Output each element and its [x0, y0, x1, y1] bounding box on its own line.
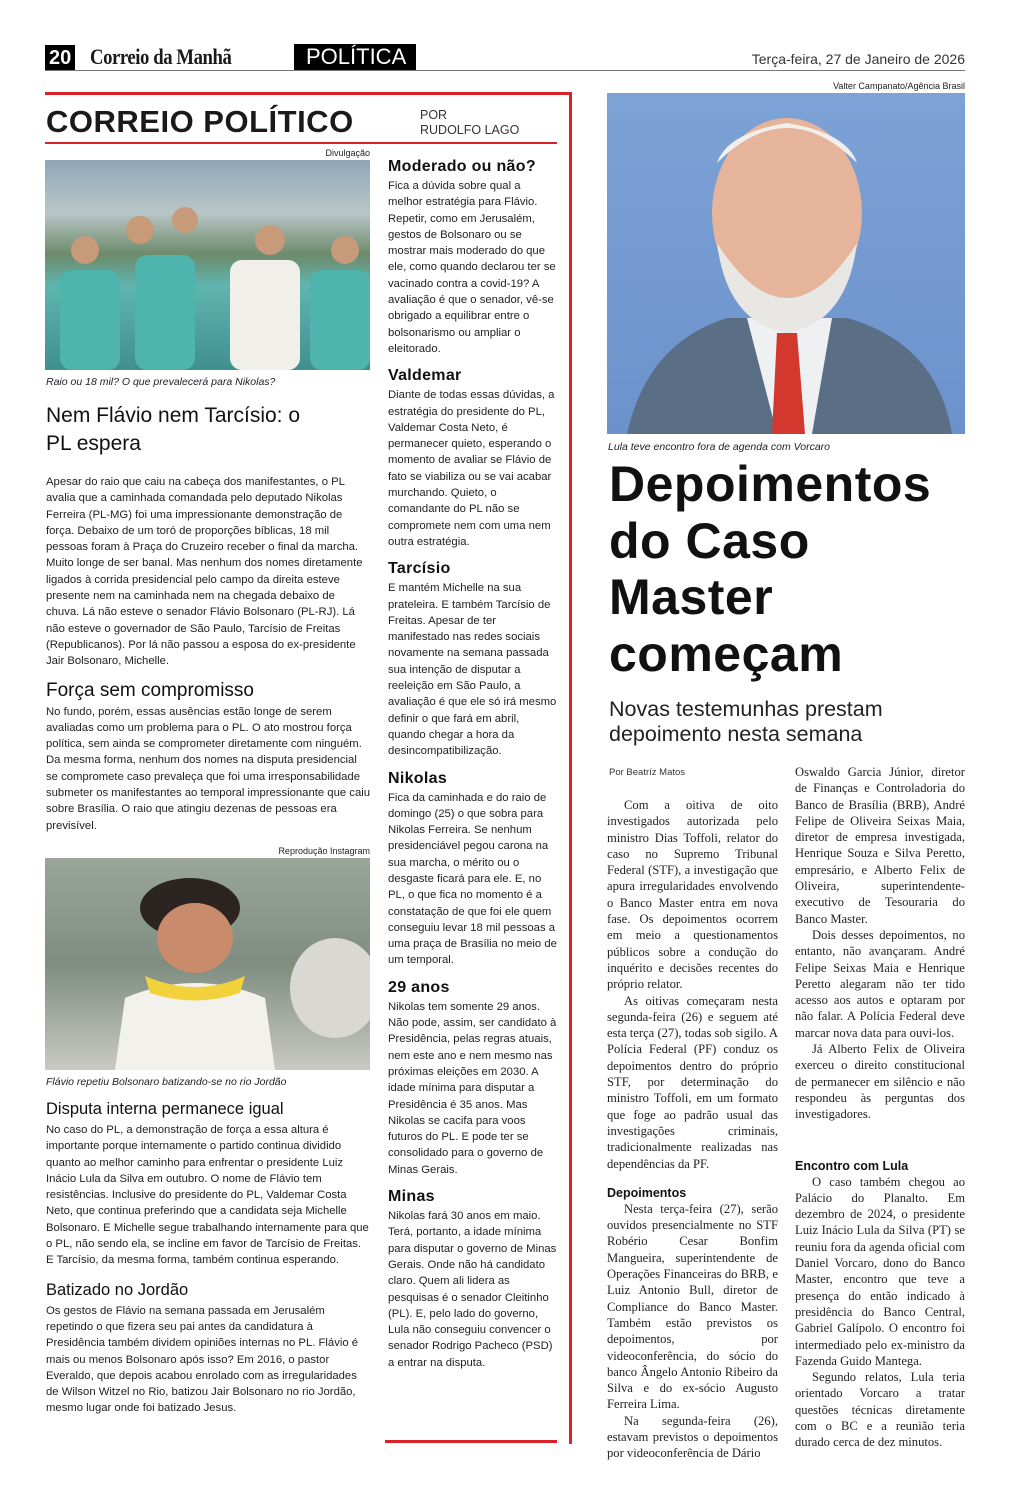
note-title: Nikolas: [388, 769, 448, 787]
paragraph: Segundo relatos, Lula teria orientado Vorcaro a tratar questões técnicas diretamente com o BC e a reunião teria durado cerca de dez minutos.: [795, 1370, 965, 1450]
lula-portrait-photo: [607, 93, 965, 434]
note-body: Nikolas tem somente 29 anos. Não pode, assim, ser candidato à Presidência, pelas regras atuais, nem este ano e nem mesmo nas próximas eleições em 2030. A idade mínima para disputar a Presidência é 35 anos. Mas Nikolas se cacifa para voos futuros do PL. E pode ter se consolidado para o governo de Minas Gerais.: [388, 1000, 557, 1176]
note-item: [388, 1187, 558, 1371]
note-item: [388, 366, 558, 550]
title-underline: [45, 142, 557, 144]
paragraph: Dois desses depoimentos, no entanto, não avançaram. André Felipe Seixas Maia e Henrique Peretto alegaram não ter tido acesso aos autos e optaram por não falar. A Polícia Federal deve marcar nova data para ouvi-los.: [795, 927, 965, 1040]
column-border-top: [45, 92, 572, 95]
paragraph: Com a oitiva de oito investigados autorizada pelo ministro Dias Toffoli, relator do caso no Supremo Tribunal Federal (STF), a investigação que apura irregularidades envolvendo o Banco Master entra em nova fase. Os depoimentos ocorrem em meio a questionamentos públicos sobre a condução do inquérito e decisões recentes do próprio relator.: [607, 798, 778, 992]
photo-caption: Raio ou 18 mil? O que prevalecerá para Nikolas?: [46, 376, 276, 388]
subhead: Força sem compromisso: [46, 679, 254, 701]
header-divider: [45, 70, 965, 71]
paragraph: Já Alberto Felix de Oliveira exerceu o direito constitucional de permanecer em silêncio e não respondeu às perguntas dos investigadores.: [795, 1042, 965, 1122]
lead-headline: Nem Flávio nem Tarcísio: o PL espera: [46, 404, 301, 455]
article-subhead: Encontro com Lula: [795, 1158, 909, 1173]
column-title: CORREIO POLÍTICO: [46, 104, 354, 139]
photo-caption: Flávio repetiu Bolsonaro batizando-se no rio Jordão: [46, 1076, 287, 1088]
lead-body: Apesar do raio que caiu na cabeça dos manifestantes, o PL avalia que a caminhada comandada pelo deputado Nikolas Ferreira (PL-MG) foi uma impressionante demonstração de força. Debaixo de um toró de proporções bíblicas, 18 mil pessoas foram à Praça do Cruzeiro receber o final da marcha. Muito longe de ser banal. Mas nenhum dos nomes diretamente ligados à corrida presidencial pelo campo da direita esteve presente nem na caminhada nem na chegada debaixo de chuva. Lá não esteve o senador Flávio Bolsonaro (PL-RJ). Lá não esteve o governador de São Paulo, Tarcísio de Freitas (Republicanos). Por lá não passou a esposa do ex-presidente Jair Bolsonaro, Michelle.: [46, 476, 363, 668]
author-name: RUDOLFO LAGO: [420, 123, 520, 137]
article-column-2: [795, 764, 965, 1451]
note-body: Diante de todas essas dúvidas, a estratégia do presidente do PL, Valdemar Costa Neto, é permanecer quieto, esperando o momento de avaliar se Flávio de fato se viabiliza ou se vai acabar murchando. Quieto, o comandante do PL não se compromete nem com uma nem outra estratégia.: [388, 389, 555, 548]
photo-credit: Reprodução Instagram: [278, 846, 370, 856]
note-title: Valdemar: [388, 367, 462, 385]
column-border-bottom: [385, 1440, 557, 1443]
note-title: Moderado ou não?: [388, 158, 536, 175]
photo-caption: Lula teve encontro fora de agenda com Vorcaro: [608, 441, 831, 453]
note-item: [388, 769, 558, 969]
column-main-text: [46, 402, 371, 834]
article-column-1: [607, 797, 778, 1462]
masthead: Correio da Manhã: [90, 44, 232, 69]
column-author: [420, 108, 519, 138]
baptism-photo: [45, 858, 370, 1070]
subhead: Batizado no Jordão: [46, 1280, 189, 1299]
column-secondary-text: [46, 1088, 371, 1417]
protest-march-photo: [45, 160, 370, 370]
photo-credit: Divulgação: [325, 148, 370, 158]
note-title: Tarcísio: [388, 560, 451, 578]
note-item: [388, 559, 558, 759]
paragraph: Oswaldo Garcia Júnior, diretor de Finanças e Controladoria do Banco de Brasília (BRB), André Felipe de Oliveira Seixas Maia, diretor de empresa investigada, Henrique Souza e Silva Peretto, empresário, e Alberto Felix de Oliveira, superintendente-executivo de Tesouraria do Banco Master.: [795, 765, 965, 926]
column-notes: [388, 148, 558, 1371]
portrait-illustration: [607, 93, 965, 434]
article-headline: Depoimentos do Caso Master começam: [609, 456, 932, 682]
article-byline: Por Beatríz Matos: [609, 767, 686, 778]
author-prefix: POR: [420, 108, 448, 122]
note-title: Minas: [388, 1188, 435, 1206]
section-body: No fundo, porém, essas ausências estão longe de serem avaliadas como um problema para o PL. O ato mostrou força política, sem ainda se comprometer diretamente com ninguém. Da mesma forma, nenhum dos nomes na disputa presidencial se compromete caso prevaleça que foi uma irresponsabilidade submeter os manifestantes ao temporal impressionante que caiu sobre Brasília. O raio que atingiu dezenas de pessoas era previsível.: [46, 705, 371, 832]
note-item: [388, 157, 558, 357]
subhead: Disputa interna permanece igual: [46, 1100, 284, 1118]
section-body: Os gestos de Flávio na semana passada em Jerusalém repetindo o que fizera seu pai antes da candidatura à Presidência também dividem opiniões internas no PL. Flávio é mais ou menos Bolsonaro após isso? Em 2016, o pastor Everaldo, que depois acabou enrolado com as irregularidades de Wilson Witzel no Rio, batizou Jair Bolsonaro no rio Jordão, mesmo lugar onde foi batizado Jesus.: [46, 1304, 359, 1415]
section-body: No caso do PL, a demonstração de força a essa altura é importante porque internamente o partido continua dividido quanto ao melhor caminho para enfrentar o presidente Luiz Inácio Lula da Silva em outubro. O nome de Flávio tem resistências. Inclusive do presidente do PL, Valdemar Costa Neto, que continua preferindo que a candidata seja Michelle Bolsonaro. E Michelle segue trabalhando internamente para que o PL, não sendo ela, se incline em favor de Tarcísio de Freitas. E Tarcísio, da mesma forma, também continua esperando.: [46, 1124, 369, 1267]
paragraph: Nesta terça-feira (27), serão ouvidos presencialmente no STF Robério Cesar Bonfim Mangueira, superintendente de Operações Financeiras do BRB, e Luiz Antonio Bull, diretor de Compliance do Banco Master. Também estão previstos os depoimentos, por videoconferência, do sócio do banco Ângelo Antonio Ribeiro da Silva e do ex-sócio Augusto Ferreira Lima.: [607, 1201, 778, 1412]
note-body: E mantém Michelle na sua prateleira. E também Tarcísio de Freitas. Apesar de ter manifestado nas redes sociais novamente na semana passada sua intenção de disputar a reeleição em São Paulo, a avaliação é que ele só irá mesmo definir o que fará em abril, quando chegar a hora da desincompatibilização.: [388, 582, 557, 758]
article-subhead: Depoimentos: [607, 1185, 687, 1200]
note-item: [388, 978, 558, 1178]
paragraph: Na segunda-feira (26), estavam previstos o depoimentos por videoconferência de Dário: [607, 1413, 778, 1461]
edition-date: Terça-feira, 27 de Janeiro de 2026: [751, 51, 965, 67]
column-border-right: [569, 92, 572, 1444]
paragraph: As oitivas começaram nesta segunda-feira (26) e seguem até esta terça (27), todas sob sigilo. A Polícia Federal (PF) conduz os depoimentos dentro do próprio STF, por determinação do ministro Toffoli, em um formato que foge ao padrão usual das investigações criminais, tradicionalmente realizadas nas dependências da PF.: [607, 993, 778, 1171]
note-body: Nikolas fará 30 anos em maio. Terá, portanto, a idade mínima para disputar o governo de Minas Gerais. Onde não há candidato claro. Quem ali lidera as pesquisas é o senador Cleitinho (PL). E, pelo lado do governo, Lula não conseguiu convencer o senador Rodrigo Pacheco (PSD) a entrar na disputa.: [388, 1210, 557, 1369]
note-body: Fica da caminhada e do raio de domingo (25) o que sobra para Nikolas Ferreira. Se nenhum presidenciável pegou carona na sua marcha, o mérito ou o desgaste ficará para ele. E, no PL, o que fica no momento é a constatação de que foi ele quem conseguiu levar 18 mil pessoas a uma praça de Brasília no meio de um temporal.: [388, 791, 557, 967]
note-title: 29 anos: [388, 978, 450, 996]
page-number: 20: [45, 45, 75, 71]
paragraph: O caso também chegou ao Palácio do Planalto. Em dezembro de 2024, o presidente Luiz Inácio Lula da Silva (PT) se reuniu fora da agenda oficial com Daniel Vorcaro, dono do Banco Master, encontro que teve a presença do então indicado à presidência do Banco Central, Gabriel Galípolo. O encontro foi intermediado pelo ex-ministro da Fazenda Guido Mantega.: [795, 1174, 965, 1368]
protest-photo-illustration: [45, 160, 370, 370]
photo-credit: Valter Campanato/Agência Brasil: [833, 81, 965, 91]
article-subtitle: Novas testemunhas prestam depoimento nesta semana: [609, 697, 883, 746]
note-body: Fica a dúvida sobre qual a melhor estratégia para Flávio. Repetir, como em Jerusalém, gestos de Bolsonaro ou se mostrar mais moderado do que ele, como quando declarou ter se vacinado contra a covid-19? A avaliação é que o senador, vê-se obrigado a equilibrar entre o bolsonarismo ou ampliar o eleitorado.: [388, 180, 556, 355]
baptism-photo-illustration: [45, 858, 370, 1070]
section-label: POLÍTICA: [294, 44, 416, 70]
